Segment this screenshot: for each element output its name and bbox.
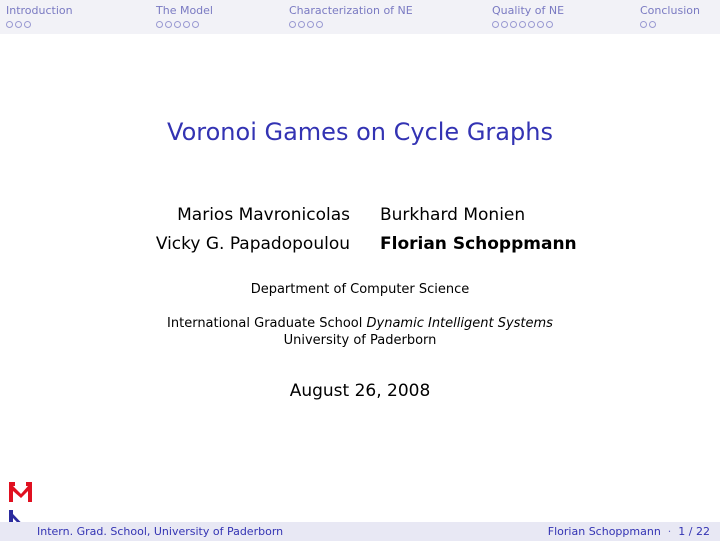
footer-author: Florian Schoppmann — [547, 525, 661, 538]
nav-section-label: Conclusion — [640, 4, 700, 17]
graduate-school — [0, 315, 720, 332]
nav-section-conclusion[interactable] — [640, 4, 700, 29]
institute-block — [0, 315, 720, 349]
footer-right — [548, 525, 710, 538]
nav-section-label: The Model — [156, 4, 213, 17]
footer-separator: · — [667, 525, 672, 538]
nav-section-label: Introduction — [6, 4, 73, 17]
nav-section-quality[interactable] — [492, 4, 564, 29]
presentation-date: August 26, 2008 — [289, 381, 431, 401]
authors-right-column — [380, 201, 577, 259]
university: University of Paderborn — [283, 333, 437, 348]
nav-frame-dot[interactable] — [6, 21, 13, 28]
nav-frame-dot[interactable] — [307, 21, 314, 28]
nav-frame-dots[interactable] — [289, 21, 413, 29]
nav-frame-dot[interactable] — [519, 21, 526, 28]
nav-frame-dot[interactable] — [289, 21, 296, 28]
nav-frame-dot[interactable] — [174, 21, 181, 28]
nav-frame-dot[interactable] — [183, 21, 190, 28]
authors-left-column — [156, 201, 350, 259]
nav-frame-dot[interactable] — [316, 21, 323, 28]
nav-frame-dots[interactable] — [156, 21, 213, 29]
nav-frame-dot[interactable] — [546, 21, 553, 28]
footer-bar — [0, 522, 720, 541]
section-navigation-bar — [0, 0, 720, 34]
nav-section-the-model[interactable] — [156, 4, 213, 29]
school-prefix: International Graduate School — [167, 316, 363, 331]
nav-frame-dot[interactable] — [510, 21, 517, 28]
nav-frame-dot[interactable] — [640, 21, 647, 28]
nav-frame-dot[interactable] — [192, 21, 199, 28]
nav-frame-dots[interactable] — [640, 21, 700, 29]
nav-section-characterization[interactable] — [289, 4, 413, 29]
nav-section-introduction[interactable] — [6, 4, 73, 29]
nav-frame-dot[interactable] — [649, 21, 656, 28]
nav-frame-dot[interactable] — [298, 21, 305, 28]
nav-frame-dot[interactable] — [528, 21, 535, 28]
nav-frame-dot[interactable] — [15, 21, 22, 28]
nav-section-label: Quality of NE — [492, 4, 565, 17]
nav-frame-dot[interactable] — [24, 21, 31, 28]
school-name: Dynamic Intelligent Systems — [366, 316, 553, 331]
author-name: Vicky G. Papadopoulou — [155, 234, 350, 254]
nav-section-label: Characterization of NE — [289, 4, 413, 17]
nav-frame-dot[interactable] — [537, 21, 544, 28]
slide-title: Voronoi Games on Cycle Graphs — [167, 118, 553, 146]
presenting-author-name: Florian Schoppmann — [380, 234, 577, 254]
nav-frame-dot[interactable] — [492, 21, 499, 28]
nav-frame-dots[interactable] — [492, 21, 564, 29]
author-name: Marios Mavronicolas — [177, 205, 350, 225]
logo-red-mark — [9, 482, 32, 502]
nav-frame-dot[interactable] — [165, 21, 172, 28]
department: Department of Computer Science — [250, 282, 470, 297]
nav-frame-dot[interactable] — [156, 21, 163, 28]
author-name: Burkhard Monien — [380, 205, 526, 225]
footer-institution: Intern. Grad. School, University of Paderborn — [37, 525, 284, 538]
nav-frame-dot[interactable] — [501, 21, 508, 28]
page-number: 1 / 22 — [678, 525, 710, 538]
nav-frame-dots[interactable] — [6, 21, 73, 29]
